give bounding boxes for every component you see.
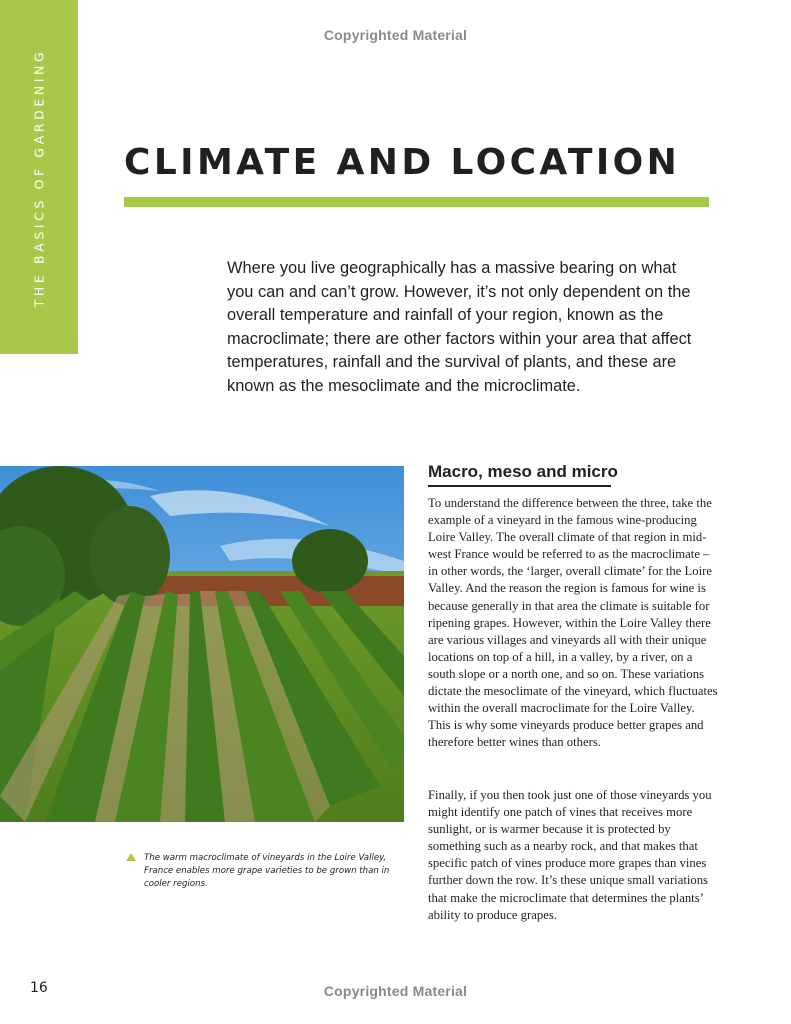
body-paragraph-1: To understand the difference between the three, take the example of a vineyard in the famous wine-producing Loire Valley. The overall climate of that region in mid-west France would be referred to as the macroclimate – in other words, the ‘larger, overall climate’ for the Loire Valley. And the reason the region is famous for wine is because generally in that area the climate is suitable for ripening grapes. However, within the Loire Valley there are various villages and vineyards all with their unique locations on top of a hill, in a valley, by a river, on a south slope or a north one, and so on. These variations dictate the mesoclimate of the vineyard, which fluctuates within the overall macroclimate for the Loire Valley. This is why some vineyards produce better grapes and therefore better wines than others. xyxy=(428,496,718,750)
copyright-footer: Copyrighted Material xyxy=(323,983,468,999)
title-underline xyxy=(124,197,709,207)
intro-paragraph: Where you live geographically has a massive bearing on what you can and can’t grow. However, it’s not only dependent on the overall temperature and rainfall of your region, known as the macroclimate; there are other factors within your area that affect temperatures, rainfall and the survival of plants, and these are known as the mesoclimate and the microclimate. xyxy=(227,259,692,395)
copyright-header: Copyrighted Material xyxy=(323,27,468,43)
side-tab xyxy=(0,0,78,354)
side-tab-label: THE BASICS OF GARDENING xyxy=(31,48,47,308)
triangle-marker-icon xyxy=(126,853,136,861)
page-title: CLIMATE AND LOCATION xyxy=(124,142,681,183)
page-number: 16 xyxy=(30,980,48,996)
section-heading: Macro, meso and micro xyxy=(428,462,618,481)
body-paragraph-2: Finally, if you then took just one of those vineyards you might identify one patch of vines that receives more sunlight, or is warmer because it is protected by something such as a nearby rock, and that makes that specific patch of vines produce more grapes than vines further down the row. It’s these unique small variations that make the microclimate that determines the plants’ ability to produce grapes. xyxy=(428,788,712,922)
figure-caption: The warm macroclimate of vineyards in the Loire Valley, France enables more grape varieties to be grown than in cooler regions. xyxy=(144,853,390,889)
vineyard-photo xyxy=(0,466,404,822)
section-heading-underline xyxy=(428,485,611,487)
